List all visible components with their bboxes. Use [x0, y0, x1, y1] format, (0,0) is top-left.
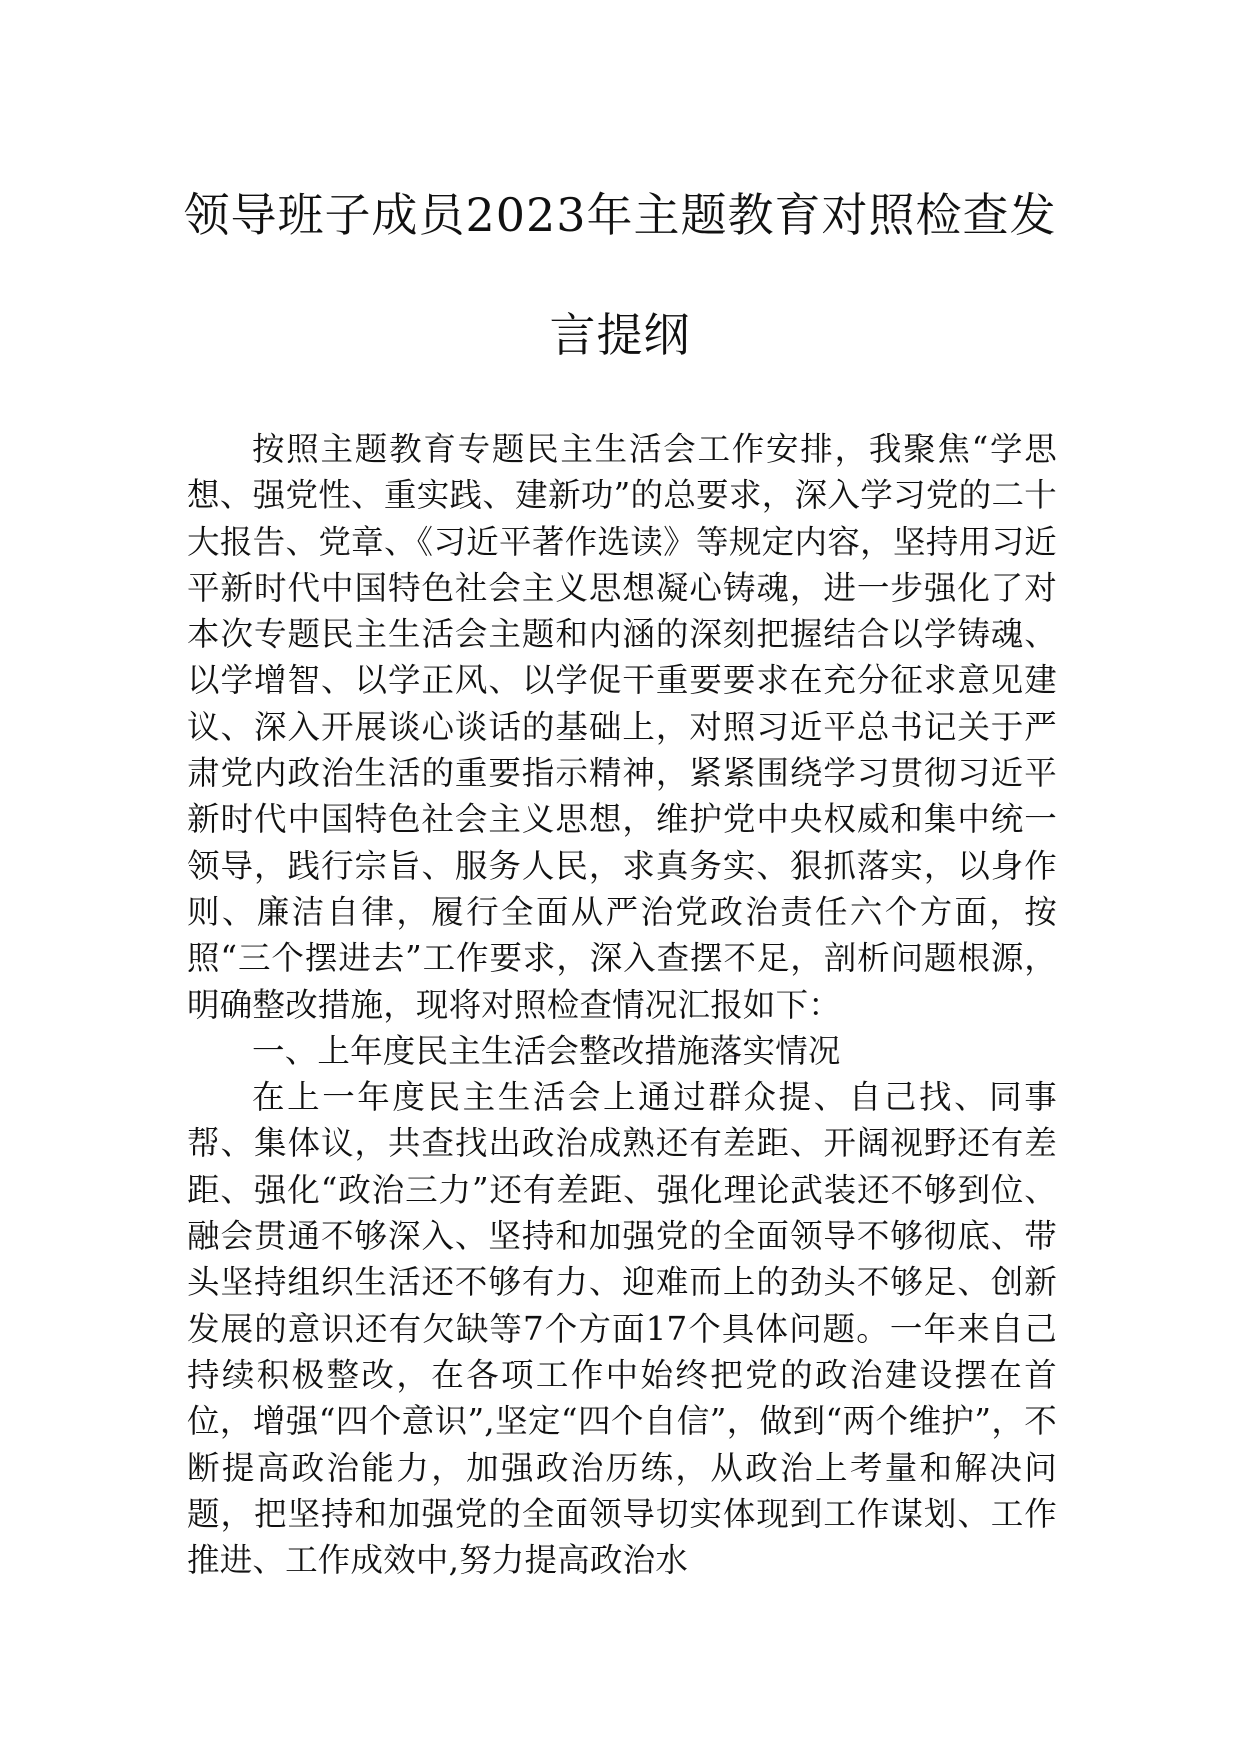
document-body	[187, 426, 1057, 1583]
section-heading-1: 一、上年度民主生活会整改措施落实情况	[252, 1031, 841, 1070]
body-paragraph-intro: 按照主题教育专题民主生活会工作安排，我聚焦“学思想、强党性、重实践、建新功”的总要求，深入学习党的二十大报告、党章、《习近平著作选读》等规定内容，坚持用习近平新时代中国特色社会主义思想凝心铸魂，进一步强化了对本次专题民主生活会主题和内涵的深刻把握结合以学铸魂、以学增智、以学正风、以学促干重要要求在充分征求意见建议、深入开展谈心谈话的基础上，对照习近平总书记关于严肃党内政治生活的重要指示精神，紧紧围绕学习贯彻习近平新时代中国特色社会主义思想，维护党中央权威和集中统一领导，践行宗旨、服务人民，求真务实、狠抓落实，以身作则、廉洁自律，履行全面从严治党政治责任六个方面，按照“三个摆进去”工作要求，深入查摆不足，剖析问题根源，明确整改措施，现将对照检查情况汇报如下：	[187, 430, 1057, 1024]
document-title-line-1: 领导班子成员2023年主题教育对照检查发	[183, 188, 1057, 242]
body-paragraph-section-1: 在上一年度民主生活会上通过群众提、自己找、同事帮、集体议，共查找出政治成熟还有差距、开阔视野还有差距、强化“政治三力”还有差距、强化理论武装还不够到位、融会贯通不够深入、坚持和加强党的全面领导不够彻底、带头坚持组织生活还不够有力、迎难而上的劲头不够足、创新发展的意识还有欠缺等7个方面17个具体问题。一年来自己持续积极整改，在各项工作中始终把党的政治建设摆在首位，增强“四个意识”,坚定“四个自信”，做到“两个维护”，不断提高政治能力，加强政治历练，从政治上考量和解决问题，把坚持和加强党的全面领导切实体现到工作谋划、工作推进、工作成效中,努力提高政治水	[187, 1078, 1057, 1580]
document-title-line-2: 言提纲	[549, 308, 691, 362]
